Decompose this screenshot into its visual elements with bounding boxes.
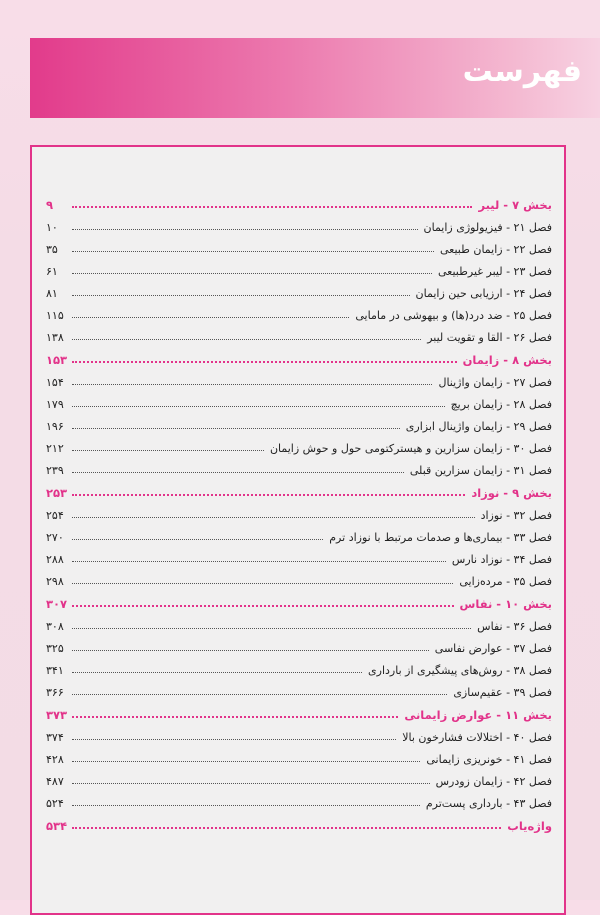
dot-leader [72,805,420,806]
toc-chapter-item[interactable] [46,677,552,699]
toc-part-heading[interactable] [46,589,552,611]
toc-part-group [46,345,552,477]
toc-chapter-item[interactable] [46,611,552,633]
dot-leader [72,739,396,740]
toc-chapter-item-page-number: ۲۸۸ [46,553,64,566]
toc-chapter-item-page-number: ۳۲۵ [46,642,64,655]
dot-leader [72,472,404,473]
toc-chapter-item-label: فصل ۴۲ - زایمان زودرس [435,775,552,788]
toc-part-group [46,811,552,833]
dot-leader [72,583,453,584]
dot-leader [72,628,471,629]
toc-chapter-item[interactable] [46,455,552,477]
toc-chapter-item-page-number: ۲۱۲ [46,442,64,455]
toc-chapter-item-page-number: ۲۷۰ [46,531,64,544]
toc-chapter-item[interactable] [46,256,552,278]
toc-chapter-item-label: فصل ۲۱ - فیزیولوژی زایمان [423,221,552,234]
toc-chapter-item[interactable] [46,544,552,566]
toc-chapter-item-page-number: ۱۱۵ [46,309,64,322]
toc-chapter-item-label: فصل ۳۰ - زایمان سزارین و هیسترکتومی حول و حوش زایمان [269,442,552,455]
toc-chapter-item-label: فصل ۲۸ - زایمان بریچ [450,398,552,411]
toc-part-heading-page-number: ۵۳۴ [46,819,68,833]
toc-chapter-item-label: فصل ۲۵ - ضد درد(ها) و بیهوشی در مامایی [355,309,552,322]
dot-leader [72,827,501,829]
toc-part-heading-page-number: ۲۵۳ [46,486,68,500]
toc-part-group [46,190,552,344]
toc-chapter-item-label: فصل ۳۲ - نوزاد [480,509,552,522]
toc-chapter-item[interactable] [46,722,552,744]
toc-chapter-item[interactable] [46,744,552,766]
toc-part-heading-label: واژه‌یاب [507,819,552,833]
toc-chapter-item[interactable] [46,522,552,544]
dot-leader [72,251,434,252]
dot-leader [72,229,418,230]
toc-chapter-item[interactable] [46,322,552,344]
dot-leader [72,561,446,562]
toc-part-heading-page-number: ۳۷۳ [46,708,68,722]
dot-leader [72,539,323,540]
toc-chapter-item-page-number: ۳۷۴ [46,731,64,744]
toc-chapter-item[interactable] [46,367,552,389]
toc-panel [30,145,566,915]
toc-chapter-item[interactable] [46,278,552,300]
toc-chapter-item-page-number: ۳۶۶ [46,686,64,699]
toc-chapter-item-page-number: ۳۰۸ [46,620,64,633]
dot-leader [72,450,264,451]
dot-leader [72,317,349,318]
toc-chapter-item-label: فصل ۲۷ - زایمان واژینال [438,376,552,389]
toc-part-group [46,589,552,699]
toc-chapter-item-page-number: ۳۵ [46,243,58,256]
toc-part-heading[interactable] [46,190,552,212]
toc-chapter-item-label: فصل ۳۴ - نوزاد نارس [451,553,552,566]
header-band [30,38,600,118]
toc-chapter-item[interactable] [46,389,552,411]
dot-leader [72,694,447,695]
toc-chapter-item[interactable] [46,655,552,677]
toc-chapter-item[interactable] [46,788,552,810]
toc-chapter-item-page-number: ۴۸۷ [46,775,64,788]
toc-chapter-item-page-number: ۶۱ [46,265,58,278]
dot-leader [72,761,420,762]
dot-leader [72,361,457,363]
dot-leader [72,650,429,651]
page-title: فهرست [462,54,582,89]
toc-chapter-item-page-number: ۲۹۸ [46,575,64,588]
dot-leader [72,406,445,407]
toc-chapter-item-label: فصل ۳۱ - زایمان سزارین قبلی [409,464,552,477]
toc-chapter-item[interactable] [46,633,552,655]
toc-chapter-item-label: فصل ۴۳ - بارداری پست‌ترم [425,797,552,810]
toc-chapter-item[interactable] [46,234,552,256]
toc-part-heading-page-number: ۱۵۳ [46,353,68,367]
toc-chapter-item[interactable] [46,433,552,455]
toc-part-heading-label: بخش ۹ - نوزاد [471,486,552,500]
toc-part-heading-page-number: ۹ [46,198,54,212]
dot-leader [72,295,410,296]
dot-leader [72,605,454,607]
toc-part-heading[interactable] [46,700,552,722]
toc-chapter-item-page-number: ۱۹۶ [46,420,64,433]
toc-chapter-item-label: فصل ۳۸ - روش‌های پیشگیری از بارداری [368,664,552,677]
toc-chapter-item-page-number: ۲۵۴ [46,509,64,522]
toc-part-heading-label: بخش ۸ - زایمان [462,353,552,367]
dot-leader [72,273,432,274]
dot-leader [72,428,400,429]
dot-leader [72,339,421,340]
toc-chapter-item-label: فصل ۳۹ - عقیم‌سازی [453,686,552,699]
toc-chapter-item[interactable] [46,300,552,322]
toc-chapter-item[interactable] [46,566,552,588]
dot-leader [72,494,465,496]
toc-chapter-item-page-number: ۳۴۱ [46,664,64,677]
table-of-contents [46,190,552,834]
toc-part-heading-label: بخش ۱۰ - نفاس [459,597,552,611]
dot-leader [72,672,362,673]
toc-chapter-item[interactable] [46,411,552,433]
toc-part-heading-label: بخش ۷ - لیبر [478,198,552,212]
toc-chapter-item[interactable] [46,500,552,522]
dot-leader [72,206,472,208]
toc-chapter-item[interactable] [46,766,552,788]
toc-part-heading[interactable] [46,345,552,367]
toc-chapter-item[interactable] [46,212,552,234]
toc-chapter-item-label: فصل ۲۶ - القا و تقویت لیبر [427,331,552,344]
toc-part-heading-page-number: ۳۰۷ [46,597,68,611]
toc-chapter-item-label: فصل ۴۰ - اختلالات فشارخون بالا [402,731,552,744]
dot-leader [72,517,475,518]
toc-chapter-item-label: فصل ۲۹ - زایمان واژینال ابزاری [405,420,552,433]
toc-chapter-item-page-number: ۱۳۸ [46,331,64,344]
toc-part-heading[interactable] [46,811,552,833]
toc-chapter-item-page-number: ۵۲۴ [46,797,64,810]
toc-chapter-item-page-number: ۱۰ [46,221,58,234]
toc-chapter-item-page-number: ۲۳۹ [46,464,64,477]
toc-chapter-item-label: فصل ۲۲ - زایمان طبیعی [440,243,552,256]
dot-leader [72,783,430,784]
toc-part-heading-label: بخش ۱۱ - عوارض زایمانی [404,708,552,722]
toc-chapter-item-label: فصل ۳۷ - عوارض نفاسی [434,642,552,655]
dot-leader [72,384,432,385]
toc-chapter-item-label: فصل ۳۶ - نفاس [477,620,552,633]
toc-part-group [46,700,552,810]
toc-chapter-item-label: فصل ۲۴ - ارزیابی حین زایمان [415,287,552,300]
toc-chapter-item-label: فصل ۳۵ - مرده‌زایی [459,575,552,588]
toc-chapter-item-page-number: ۱۷۹ [46,398,64,411]
toc-part-group [46,478,552,588]
toc-chapter-item-page-number: ۱۵۴ [46,376,64,389]
dot-leader [72,716,398,718]
toc-chapter-item-page-number: ۴۲۸ [46,753,64,766]
toc-part-heading[interactable] [46,478,552,500]
toc-chapter-item-page-number: ۸۱ [46,287,58,300]
toc-chapter-item-label: فصل ۳۳ - بیماری‌ها و صدمات مرتبط با نوزاد ترم [329,531,552,544]
toc-chapter-item-label: فصل ۴۱ - خونریزی زایمانی [426,753,552,766]
toc-chapter-item-label: فصل ۲۳ - لیبر غیرطبیعی [438,265,552,278]
